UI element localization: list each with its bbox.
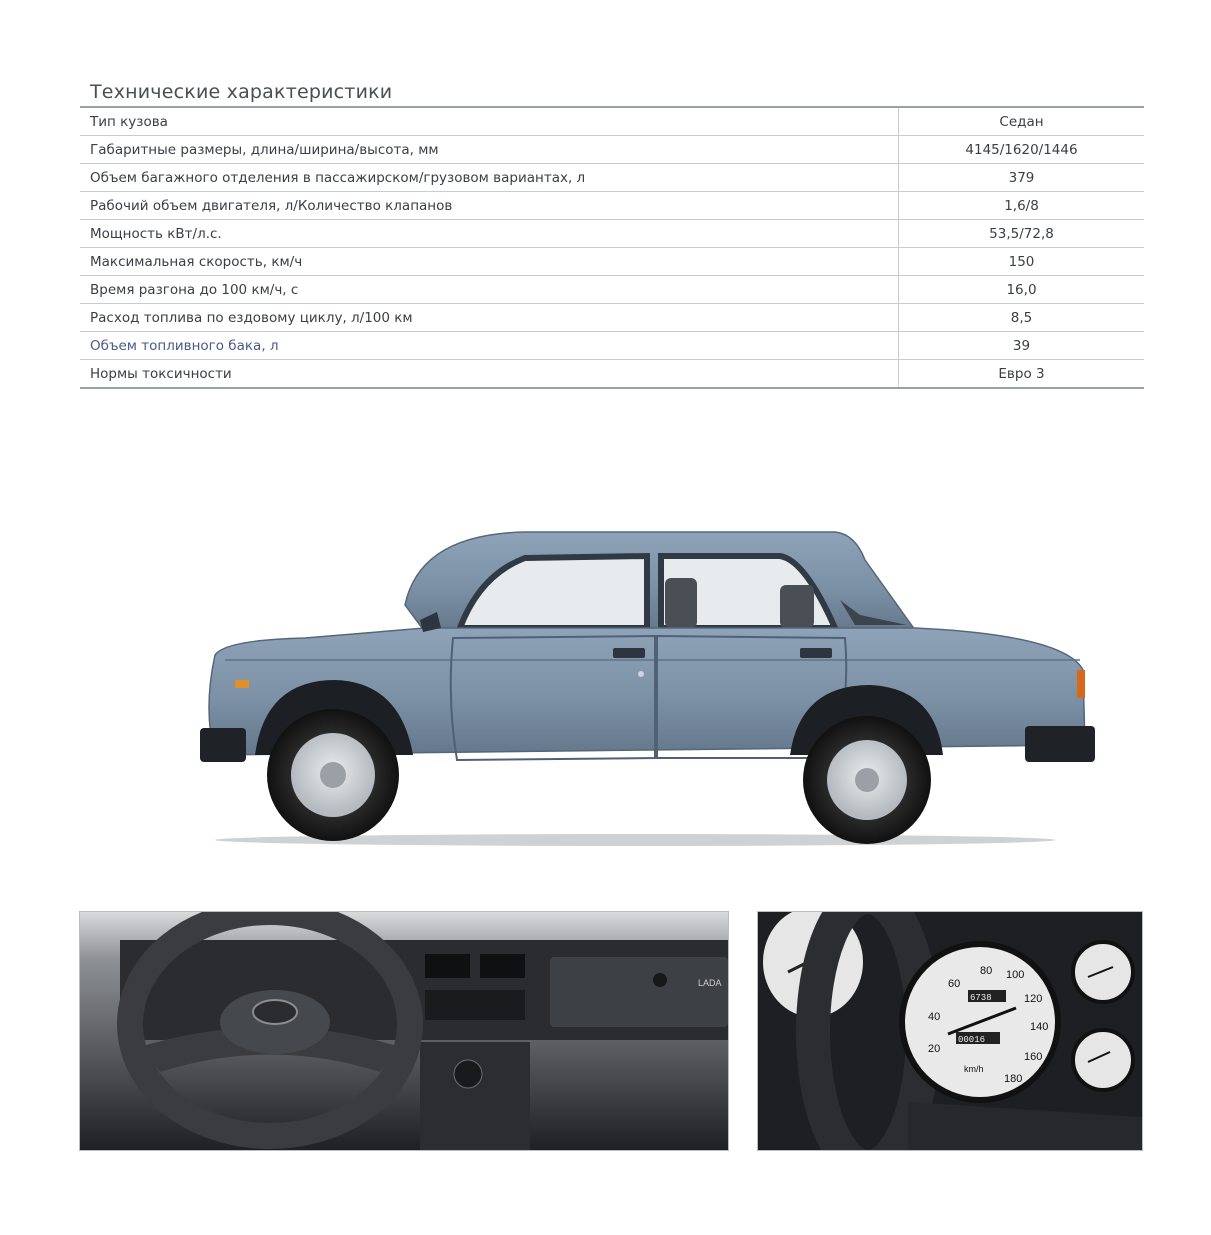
- spec-label: Объем топливного бака, л: [80, 332, 899, 360]
- console-knob: [454, 1060, 482, 1088]
- speed-tick: 180: [1004, 1073, 1023, 1085]
- speed-unit: km/h: [964, 1064, 984, 1074]
- instrument-cluster-photo: [757, 911, 1143, 1151]
- specs-section: [80, 78, 1144, 389]
- rear-hub: [855, 768, 879, 792]
- table-row: [80, 332, 1144, 360]
- air-vent: [480, 954, 525, 978]
- air-vent: [425, 954, 470, 978]
- door-handle: [800, 648, 832, 658]
- spec-value: 39: [899, 332, 1145, 360]
- car-side-view-image: [195, 520, 1100, 860]
- table-row: [80, 192, 1144, 220]
- speed-tick: 100: [1006, 969, 1025, 981]
- odometer: 00016: [958, 1035, 986, 1045]
- table-row: [80, 360, 1144, 389]
- spec-value: Евро 3: [899, 360, 1145, 389]
- spec-label: Рабочий объем двигателя, л/Количество клапанов: [80, 192, 899, 220]
- table-row: [80, 248, 1144, 276]
- rear-light: [1077, 670, 1085, 698]
- spec-value: 4145/1620/1446: [899, 136, 1145, 164]
- spec-value: 150: [899, 248, 1145, 276]
- spec-value: Седан: [899, 107, 1145, 136]
- glovebox: [550, 957, 728, 1027]
- front-bumper: [200, 728, 246, 762]
- door-lock: [638, 671, 644, 677]
- spec-value: 379: [899, 164, 1145, 192]
- specs-title: Технические характеристики: [90, 81, 393, 103]
- glovebox-lock: [653, 973, 667, 987]
- table-row: [80, 164, 1144, 192]
- spec-label: Мощность кВт/л.с.: [80, 220, 899, 248]
- spec-label: Максимальная скорость, км/ч: [80, 248, 899, 276]
- table-row: [80, 276, 1144, 304]
- side-indicator: [235, 680, 249, 688]
- speed-tick: 60: [948, 978, 961, 990]
- center-console: [420, 1042, 530, 1150]
- seat: [780, 585, 814, 628]
- spec-value: 8,5: [899, 304, 1145, 332]
- speed-tick: 40: [928, 1011, 941, 1023]
- heater-controls: [425, 990, 525, 1020]
- dashboard-photo: [79, 911, 729, 1151]
- trip-counter: 6738: [970, 993, 992, 1003]
- specs-table: [80, 106, 1144, 389]
- instrument-cluster-image: [758, 912, 1142, 1150]
- spec-label: Время разгона до 100 км/ч, с: [80, 276, 899, 304]
- table-row: [80, 136, 1144, 164]
- spec-value: 1,6/8: [899, 192, 1145, 220]
- spec-value: 16,0: [899, 276, 1145, 304]
- table-row: [80, 220, 1144, 248]
- spec-label: Расход топлива по ездовому циклу, л/100 км: [80, 304, 899, 332]
- battery-gauge: [1073, 1030, 1133, 1090]
- spec-label: Объем багажного отделения в пассажирском/грузовом вариантах, л: [80, 164, 899, 192]
- spec-label: Тип кузова: [80, 107, 899, 136]
- dash-badge: LADA: [698, 978, 722, 988]
- speed-tick: 160: [1024, 1051, 1043, 1063]
- rear-bumper: [1025, 726, 1095, 762]
- table-row: [80, 304, 1144, 332]
- speed-tick: 120: [1024, 993, 1043, 1005]
- dashboard-image: [80, 912, 728, 1150]
- table-row: [80, 107, 1144, 136]
- spec-label: Габаритные размеры, длина/ширина/высота, мм: [80, 136, 899, 164]
- spec-label: Нормы токсичности: [90, 365, 232, 382]
- speed-tick: 80: [980, 965, 993, 977]
- seat: [665, 578, 697, 628]
- speed-tick: 20: [928, 1043, 941, 1055]
- front-hub: [320, 762, 346, 788]
- speed-tick: 140: [1030, 1021, 1049, 1033]
- lada-emblem: [253, 1000, 297, 1024]
- door-handle: [613, 648, 645, 658]
- spec-value: 53,5/72,8: [899, 220, 1145, 248]
